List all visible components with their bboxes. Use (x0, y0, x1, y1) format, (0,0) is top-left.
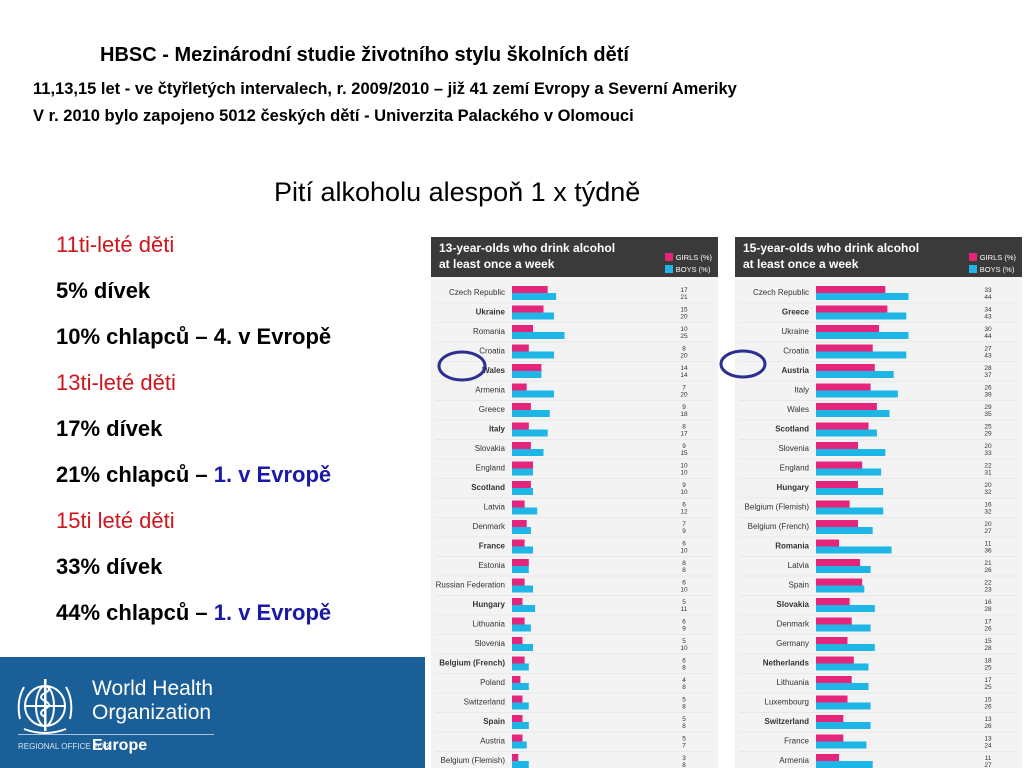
value-label-boys-italy: 17 (680, 430, 688, 438)
bar-girls-slovenia (816, 442, 858, 449)
slide-subtitle: Pití alkoholu alespoň 1 x týdně (274, 177, 641, 207)
value-label-boys-ukraine: 44 (984, 333, 992, 340)
value-label-boys-estonia: 8 (682, 567, 686, 574)
legend-label-girls: GIRLS (%) (675, 252, 712, 262)
header-line-2: 11,13,15 let - ve čtyřletých intervalech, r. 2009/2010 – již 41 zemí Evropy a Severní Ameriky (33, 80, 737, 98)
header-title: HBSC - Mezinárodní studie životního stylu školních dětí (100, 44, 629, 66)
value-label-boys-switzerland: 8 (682, 703, 686, 711)
value-label-boys-scotland: 10 (680, 489, 688, 496)
category-label-france: France (784, 736, 809, 746)
category-label-lithuania: Lithuania (472, 619, 505, 629)
value-label-girls-france: 6 (682, 540, 686, 548)
bar-girls-latvia (816, 559, 860, 566)
bar-girls-lithuania (512, 618, 525, 625)
bar-girls-ukraine (512, 306, 544, 313)
value-label-girls-ukraine: 30 (984, 326, 992, 333)
bar-boys-austria (816, 371, 894, 378)
bar-boys-spain (816, 586, 864, 593)
value-label-girls-wales: 14 (680, 365, 688, 372)
bar-girls-croatia (816, 345, 873, 352)
value-label-boys-england: 31 (984, 469, 992, 477)
value-label-girls-lithuania: 17 (984, 677, 992, 684)
value-label-girls-croatia: 27 (984, 345, 992, 353)
bar-girls-lithuania (816, 676, 852, 683)
bar-boys-luxembourg (816, 703, 871, 710)
bar-girls-germany (816, 637, 848, 644)
bar-girls-slovakia (512, 442, 531, 449)
category-label-armenia: Armenia (779, 756, 809, 765)
value-label-girls-austria: 28 (984, 365, 992, 372)
value-label-girls-slovakia: 16 (984, 599, 992, 606)
value-label-girls-slovakia: 9 (682, 443, 686, 450)
bar-girls-wales (512, 364, 541, 371)
value-label-girls-scotland: 9 (682, 482, 686, 489)
bar-girls-ukraine (816, 325, 879, 332)
fact-girls-15: 33% dívek (56, 554, 163, 579)
category-label-latvia: Latvia (787, 561, 809, 570)
chart-15-year-olds (735, 237, 1022, 768)
category-label-wales: Wales (482, 366, 505, 375)
bar-girls-france (512, 540, 525, 547)
bar-boys-scotland (816, 430, 877, 437)
bar-girls-estonia (512, 559, 529, 566)
fact-boys-11: 10% chlapců – 4. v Evropě (56, 324, 332, 349)
value-label-boys-austria: 37 (984, 372, 992, 379)
bar-girls-switzerland (512, 696, 523, 703)
category-label-croatia: Croatia (479, 346, 505, 356)
value-label-boys-belgium-french: 8 (682, 664, 686, 672)
category-label-slovakia: Slovakia (776, 600, 809, 609)
value-label-boys-germany: 28 (984, 645, 992, 652)
bar-boys-poland (512, 683, 529, 690)
header-line-3: V r. 2010 bylo zapojeno 5012 českých dětí - Univerzita Palackého v Olomouci (33, 107, 634, 125)
category-label-switzerland: Switzerland (463, 697, 505, 707)
category-label-spain: Spain (788, 580, 809, 590)
legend-label-boys: BOYS (%) (675, 264, 711, 274)
value-label-boys-denmark: 26 (984, 625, 992, 633)
value-label-boys-armenia: 27 (984, 762, 992, 768)
value-label-boys-hungary: 32 (984, 489, 992, 496)
value-label-boys-france: 10 (680, 547, 688, 555)
bar-girls-hungary (816, 481, 858, 488)
bar-girls-romania (512, 325, 533, 332)
value-label-boys-wales: 35 (984, 411, 992, 418)
value-label-girls-england: 22 (984, 462, 992, 470)
bar-boys-austria (512, 742, 527, 749)
value-label-girls-france: 13 (984, 735, 992, 743)
value-label-boys-croatia: 43 (984, 352, 992, 360)
bar-girls-czech-republic (512, 286, 548, 293)
value-label-girls-belgium-flemish: 16 (984, 501, 992, 509)
category-label-netherlands: Netherlands (762, 658, 809, 668)
value-label-boys-slovenia: 33 (984, 450, 992, 457)
value-label-boys-switzerland: 26 (984, 723, 992, 730)
bar-girls-italy (816, 384, 871, 391)
value-label-girls-armenia: 11 (984, 755, 992, 762)
category-label-croatia: Croatia (783, 346, 809, 356)
category-label-scotland: Scotland (775, 424, 809, 434)
chart-15-title: 15-year-olds who drink alcohol at least once a week (743, 241, 920, 271)
value-label-girls-slovenia: 20 (984, 443, 992, 450)
bar-girls-greece (512, 403, 531, 410)
category-label-belgium-flemish: Belgium (Flemish) (744, 502, 809, 512)
value-label-girls-ukraine: 15 (680, 306, 688, 314)
fact-girls-13: 17% dívek (56, 416, 163, 441)
bar-boys-ukraine (512, 313, 554, 320)
category-label-austria: Austria (480, 736, 505, 746)
bar-girls-spain (816, 579, 862, 586)
value-label-girls-switzerland: 13 (984, 716, 992, 723)
fact-girls-11: 5% dívek (56, 278, 151, 303)
bar-boys-scotland (512, 488, 533, 495)
bar-boys-england (512, 469, 533, 476)
value-label-girls-hungary: 20 (984, 482, 992, 489)
fact-boys-13: 21% chlapců – 1. v Evropě (56, 462, 332, 487)
bar-boys-estonia (512, 566, 529, 573)
value-label-boys-czech-republic: 21 (680, 294, 688, 301)
value-label-boys-italy: 39 (984, 391, 992, 399)
value-label-boys-ukraine: 20 (680, 313, 688, 321)
value-label-girls-belgium-flemish: 3 (682, 755, 686, 762)
category-label-luxembourg: Luxembourg (764, 697, 809, 707)
bar-boys-hungary (816, 488, 883, 495)
bar-boys-netherlands (816, 664, 869, 671)
value-label-girls-greece: 9 (682, 404, 686, 411)
bar-boys-spain (512, 722, 529, 729)
value-label-boys-armenia: 20 (680, 391, 688, 399)
value-label-girls-scotland: 25 (984, 423, 992, 431)
category-label-belgium-flemish: Belgium (Flemish) (440, 756, 505, 765)
bar-boys-latvia (512, 508, 537, 515)
bar-boys-slovenia (816, 449, 885, 456)
value-label-girls-england: 10 (680, 462, 688, 470)
who-logo-band (0, 657, 425, 768)
chart-13-plot (431, 277, 718, 768)
category-label-estonia: Estonia (478, 561, 505, 570)
legend-label-girls: GIRLS (%) (979, 252, 1016, 262)
bar-boys-denmark (816, 625, 871, 632)
value-label-boys-slovakia: 15 (680, 450, 688, 457)
bar-boys-hungary (512, 605, 535, 612)
value-label-boys-greece: 18 (680, 411, 688, 418)
fact-boys-15: 44% chlapců – 1. v Evropě (56, 600, 332, 625)
category-label-greece: Greece (478, 405, 505, 414)
bar-girls-belgium-flemish (512, 754, 518, 761)
bar-girls-italy (512, 423, 529, 430)
value-label-girls-belgium-french: 20 (984, 521, 992, 528)
bar-girls-wales (816, 403, 877, 410)
bar-boys-romania (512, 332, 565, 339)
fact-age-11: 11ti-leté děti (56, 232, 175, 257)
who-emblem-icon (10, 671, 80, 741)
category-label-england: England (475, 463, 505, 473)
chart-13-legend (665, 251, 712, 275)
value-label-girls-latvia: 21 (984, 560, 992, 567)
bar-boys-russian-federation (512, 586, 533, 593)
bar-girls-luxembourg (816, 696, 848, 703)
category-label-czech-republic: Czech Republic (448, 288, 505, 297)
bar-boys-england (816, 469, 881, 476)
category-label-romania: Romania (775, 541, 809, 551)
value-label-boys-belgium-flemish: 8 (682, 762, 686, 768)
bar-girls-armenia (816, 754, 839, 761)
fact-age-13: 13ti-leté děti (56, 370, 176, 395)
category-label-czech-republic: Czech Republic (752, 288, 809, 297)
bar-boys-latvia (816, 566, 871, 573)
bar-boys-armenia (512, 391, 554, 398)
value-label-girls-italy: 26 (984, 384, 992, 392)
value-label-boys-slovenia: 10 (680, 645, 688, 652)
value-label-boys-latvia: 12 (680, 508, 688, 516)
bar-boys-slovakia (512, 449, 544, 456)
bar-boys-wales (816, 410, 890, 417)
value-label-boys-netherlands: 25 (984, 664, 992, 672)
category-label-germany: Germany (776, 639, 809, 648)
bar-girls-france (816, 735, 843, 742)
bar-boys-switzerland (512, 703, 529, 710)
value-label-boys-czech-republic: 44 (984, 294, 992, 301)
value-label-boys-slovakia: 28 (984, 606, 992, 613)
value-label-boys-lithuania: 25 (984, 684, 992, 691)
category-label-denmark: Denmark (776, 619, 809, 629)
value-label-boys-luxembourg: 26 (984, 703, 992, 711)
category-label-romania: Romania (472, 327, 505, 336)
bar-girls-latvia (512, 501, 525, 508)
value-label-girls-romania: 11 (984, 540, 992, 548)
who-europe-label: Europe (92, 737, 148, 754)
category-label-wales: Wales (787, 405, 809, 414)
value-label-girls-italy: 8 (682, 423, 686, 431)
fact-age-15: 15ti leté děti (56, 508, 175, 533)
bar-girls-england (816, 462, 862, 469)
bar-boys-czech-republic (816, 293, 908, 300)
value-label-boys-lithuania: 9 (682, 625, 686, 633)
bar-boys-switzerland (816, 722, 871, 729)
bar-girls-russian-federation (512, 579, 525, 586)
value-label-girls-denmark: 17 (984, 618, 992, 626)
value-label-boys-belgium-french: 27 (984, 528, 992, 535)
bar-boys-croatia (512, 352, 554, 359)
bar-girls-belgium-flemish (816, 501, 850, 508)
bar-boys-slovakia (816, 605, 875, 612)
bar-girls-slovenia (512, 637, 523, 644)
bar-girls-slovakia (816, 598, 850, 605)
value-label-boys-wales: 14 (680, 372, 688, 379)
value-label-boys-romania: 36 (984, 547, 992, 555)
legend-swatch-girls (969, 253, 977, 261)
bar-girls-scotland (512, 481, 531, 488)
bar-boys-belgium-french (512, 664, 529, 671)
value-label-boys-greece: 43 (984, 313, 992, 321)
category-label-italy: Italy (488, 424, 505, 434)
bar-girls-hungary (512, 598, 523, 605)
bar-boys-ukraine (816, 332, 908, 339)
bar-boys-france (512, 547, 533, 554)
category-label-france: France (478, 541, 505, 551)
bar-girls-denmark (816, 618, 852, 625)
bar-boys-greece (816, 313, 906, 320)
category-label-denmark: Denmark (472, 522, 505, 531)
category-label-greece: Greece (781, 307, 809, 317)
value-label-girls-czech-republic: 33 (984, 287, 992, 294)
fact-rank-15: 1. v Evropě (213, 600, 332, 625)
bar-girls-netherlands (816, 657, 854, 664)
value-label-boys-belgium-flemish: 32 (984, 508, 992, 516)
value-label-boys-poland: 8 (682, 684, 686, 691)
value-label-girls-estonia: 8 (682, 560, 686, 567)
category-label-spain: Spain (483, 717, 505, 726)
chart-13-title: 13-year-olds who drink alcohol at least once a week (439, 241, 616, 271)
who-divider (18, 734, 214, 735)
bar-boys-belgium-flemish (816, 508, 883, 515)
category-label-hungary: Hungary (776, 483, 809, 492)
value-label-girls-romania: 10 (680, 326, 688, 333)
category-label-armenia: Armenia (475, 385, 505, 395)
category-label-belgium-french: Belgium (French) (439, 658, 505, 668)
bar-girls-switzerland (816, 715, 843, 722)
value-label-girls-lithuania: 6 (682, 618, 686, 626)
value-label-boys-scotland: 29 (984, 430, 992, 438)
who-region-label: REGIONAL OFFICE FOR (18, 742, 110, 751)
value-label-boys-england: 10 (680, 469, 688, 477)
bar-boys-belgium-flemish (512, 761, 529, 768)
legend-swatch-boys (665, 265, 673, 273)
value-label-boys-austria: 7 (682, 742, 686, 750)
bar-boys-italy (512, 430, 548, 437)
value-label-girls-armenia: 7 (682, 384, 686, 392)
value-label-girls-croatia: 8 (682, 345, 686, 353)
legend-label-boys: BOYS (%) (979, 264, 1015, 274)
category-label-switzerland: Switzerland (764, 717, 809, 726)
category-label-latvia: Latvia (483, 502, 505, 512)
value-label-girls-greece: 34 (984, 306, 992, 314)
bar-boys-lithuania (512, 625, 531, 632)
value-label-boys-france: 24 (984, 742, 992, 750)
category-label-poland: Poland (480, 678, 505, 687)
value-label-girls-spain: 22 (984, 579, 992, 587)
value-label-girls-czech-republic: 17 (680, 287, 688, 294)
value-label-boys-hungary: 11 (680, 606, 688, 613)
bar-girls-england (512, 462, 533, 469)
bar-boys-slovenia (512, 644, 533, 651)
legend-swatch-girls (665, 253, 673, 261)
value-label-girls-austria: 5 (682, 735, 686, 743)
category-label-belgium-french: Belgium (French) (747, 522, 809, 531)
category-label-italy: Italy (794, 385, 809, 395)
value-label-girls-germany: 15 (984, 638, 992, 645)
category-label-england: England (779, 463, 809, 473)
bar-boys-croatia (816, 352, 906, 359)
bar-boys-greece (512, 410, 550, 417)
value-label-girls-netherlands: 18 (984, 657, 992, 665)
chart-13-year-olds (431, 237, 718, 768)
bar-girls-scotland (816, 423, 869, 430)
value-label-girls-wales: 29 (984, 404, 992, 411)
bar-girls-armenia (512, 384, 527, 391)
bar-girls-croatia (512, 345, 529, 352)
category-label-hungary: Hungary (472, 600, 505, 609)
bar-boys-lithuania (816, 683, 869, 690)
bar-boys-denmark (512, 527, 531, 534)
bar-girls-austria (512, 735, 523, 742)
bar-girls-greece (816, 306, 887, 313)
category-label-slovenia: Slovenia (778, 444, 809, 453)
chart-15-header (735, 237, 1022, 277)
category-label-ukraine: Ukraine (781, 327, 809, 336)
value-label-girls-slovenia: 5 (682, 638, 686, 645)
value-label-girls-poland: 4 (682, 677, 686, 684)
bar-girls-denmark (512, 520, 527, 527)
bar-boys-germany (816, 644, 875, 651)
bar-boys-wales (512, 371, 541, 378)
bar-girls-austria (816, 364, 875, 371)
fact-rank-13: 1. v Evropě (213, 462, 332, 487)
bar-boys-romania (816, 547, 892, 554)
chart-15-plot (735, 277, 1022, 768)
category-label-austria: Austria (781, 366, 809, 375)
value-label-boys-spain: 8 (682, 723, 686, 730)
bar-girls-belgium-french (512, 657, 525, 664)
value-label-girls-luxembourg: 15 (984, 696, 992, 704)
bar-girls-poland (512, 676, 520, 683)
who-name: World Health Organization (92, 677, 213, 724)
value-label-girls-switzerland: 5 (682, 696, 686, 704)
value-label-girls-spain: 5 (682, 716, 686, 723)
bar-girls-czech-republic (816, 286, 885, 293)
category-label-slovakia: Slovakia (474, 444, 505, 453)
category-label-scotland: Scotland (471, 483, 505, 492)
value-label-boys-russian-federation: 10 (680, 586, 688, 594)
value-label-girls-latvia: 6 (682, 501, 686, 509)
value-label-boys-croatia: 20 (680, 352, 688, 360)
category-label-lithuania: Lithuania (776, 678, 809, 687)
category-label-russian-federation: Russian Federation (435, 580, 505, 590)
bar-girls-romania (816, 540, 839, 547)
legend-swatch-boys (969, 265, 977, 273)
bar-boys-czech-republic (512, 293, 556, 300)
chart-15-legend (969, 251, 1016, 275)
value-label-boys-latvia: 26 (984, 567, 992, 574)
bar-girls-belgium-french (816, 520, 858, 527)
value-label-girls-belgium-french: 6 (682, 657, 686, 665)
category-label-ukraine: Ukraine (475, 307, 505, 317)
chart-13-header (431, 237, 718, 277)
value-label-boys-spain: 23 (984, 586, 992, 594)
value-label-girls-denmark: 7 (682, 521, 686, 528)
bar-girls-spain (512, 715, 523, 722)
value-label-boys-denmark: 9 (682, 528, 686, 535)
bar-boys-italy (816, 391, 898, 398)
bar-boys-armenia (816, 761, 873, 768)
value-label-girls-hungary: 5 (682, 599, 686, 606)
value-label-boys-romania: 25 (680, 333, 688, 340)
bar-boys-belgium-french (816, 527, 873, 534)
bar-boys-france (816, 742, 866, 749)
category-label-slovenia: Slovenia (474, 639, 505, 648)
value-label-girls-russian-federation: 6 (682, 579, 686, 587)
